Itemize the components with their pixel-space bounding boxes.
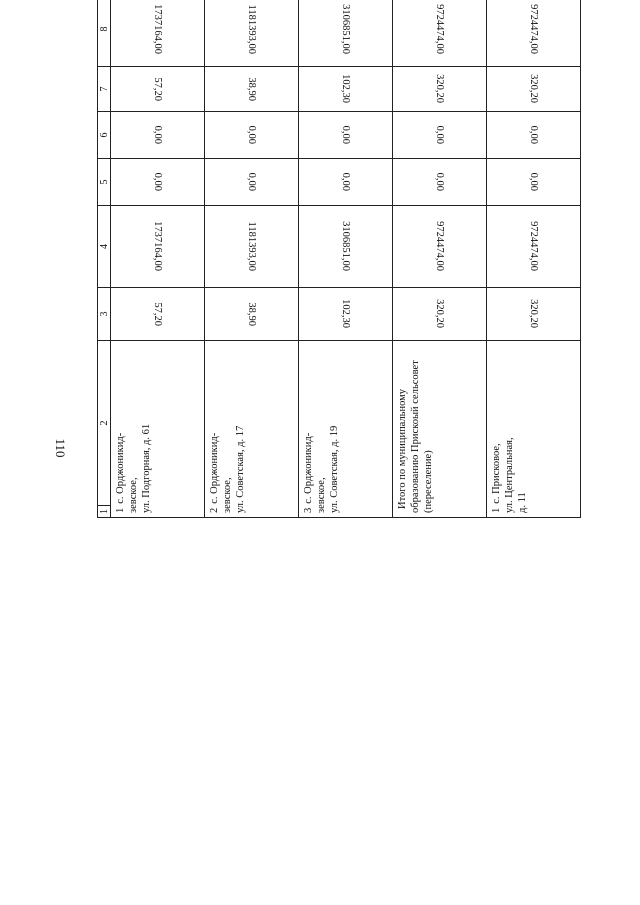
column-number: 8 [98, 0, 111, 67]
value-cell [299, 112, 393, 159]
address-cell [393, 341, 487, 518]
value-text: 0,00 [434, 125, 445, 145]
value-cell [111, 67, 205, 112]
value-cell [393, 159, 487, 206]
value-cell [299, 0, 393, 67]
value-text: 1181393,00 [246, 4, 257, 54]
value-text: 3106851,00 [340, 4, 351, 54]
address-cell [299, 341, 393, 518]
value-text: 0,00 [246, 125, 257, 145]
value-text: 38,90 [246, 302, 257, 326]
value-text: 0,00 [246, 172, 257, 192]
value-cell [205, 67, 299, 112]
value-text: 57,20 [152, 302, 163, 326]
value-text: 3106851,00 [340, 221, 351, 272]
value-text: 57,20 [152, 77, 163, 101]
value-text: 1181393,00 [246, 221, 257, 272]
value-text: 9724474,00 [528, 4, 539, 54]
value-cell [393, 67, 487, 112]
address-cell [487, 341, 581, 518]
table-row [487, 0, 581, 518]
column-number-row [98, 0, 111, 518]
table-row [393, 0, 487, 518]
row-number: 2 [209, 507, 220, 513]
value-cell [205, 159, 299, 206]
value-cell [205, 0, 299, 67]
value-text: 9724474,00 [528, 221, 539, 272]
value-cell [205, 112, 299, 159]
row-number: 1 [491, 507, 502, 513]
rotated-table-frame [97, 4, 558, 855]
value-cell [393, 288, 487, 341]
value-text: 0,00 [340, 172, 351, 192]
page-number: 110 [53, 438, 68, 458]
value-text: 320,20 [528, 74, 539, 104]
value-cell [487, 0, 581, 67]
column-number: 3 [98, 288, 111, 341]
table-row [205, 0, 299, 518]
value-text: 1737164,00 [152, 221, 163, 272]
table-row [111, 0, 205, 518]
column-number: 2 [98, 341, 111, 506]
value-cell [299, 159, 393, 206]
value-text: 0,00 [528, 125, 539, 145]
value-cell [487, 288, 581, 341]
value-text: 102,30 [340, 299, 351, 329]
value-cell [299, 288, 393, 341]
address-text: с. Присковое, ул. Центральная, д. 11 [491, 437, 528, 513]
address-text: Итого по муниципальному образованию Прискоый сельсовет (переселение) [397, 360, 434, 513]
value-text: 320,20 [528, 299, 539, 329]
value-cell [111, 206, 205, 288]
value-cell [111, 288, 205, 341]
value-cell [111, 112, 205, 159]
value-cell [299, 67, 393, 112]
value-text: 0,00 [434, 172, 445, 192]
column-number: 1 [98, 506, 111, 518]
value-cell [393, 206, 487, 288]
value-text: 0,00 [152, 172, 163, 192]
value-text: 0,00 [152, 125, 163, 145]
column-number: 5 [98, 159, 111, 206]
housing-resettlement-table [97, 0, 581, 518]
address-text: с. Орджоникид- зевское, ул. Подгорная, д. 61 [115, 423, 152, 513]
value-cell [487, 206, 581, 288]
value-text: 38,90 [246, 77, 257, 101]
row-number: 3 [303, 507, 314, 513]
value-text: 9724474,00 [434, 4, 445, 54]
value-text: 320,20 [434, 74, 445, 104]
table-row [299, 0, 393, 518]
value-cell [299, 206, 393, 288]
row-number: 1 [115, 507, 126, 513]
value-cell [205, 206, 299, 288]
value-cell [393, 0, 487, 67]
address-text: с. Орджоникид- зевское, ул. Советская, д. 19 [303, 425, 340, 513]
value-cell [111, 0, 205, 67]
column-number: 4 [98, 206, 111, 288]
address-text: с. Орджоникид- зевское, ул. Советская, д. 17 [209, 425, 246, 513]
value-text: 0,00 [340, 125, 351, 145]
value-text: 9724474,00 [434, 221, 445, 272]
value-cell [111, 159, 205, 206]
column-number: 6 [98, 112, 111, 159]
value-text: 1737164,00 [152, 4, 163, 54]
value-cell [393, 112, 487, 159]
value-text: 102,30 [340, 74, 351, 104]
value-text: 0,00 [528, 172, 539, 192]
address-cell [111, 341, 205, 518]
value-cell [487, 112, 581, 159]
value-cell [487, 67, 581, 112]
value-cell [205, 288, 299, 341]
value-text: 320,20 [434, 299, 445, 329]
address-cell [205, 341, 299, 518]
value-cell [487, 159, 581, 206]
column-number: 7 [98, 67, 111, 112]
